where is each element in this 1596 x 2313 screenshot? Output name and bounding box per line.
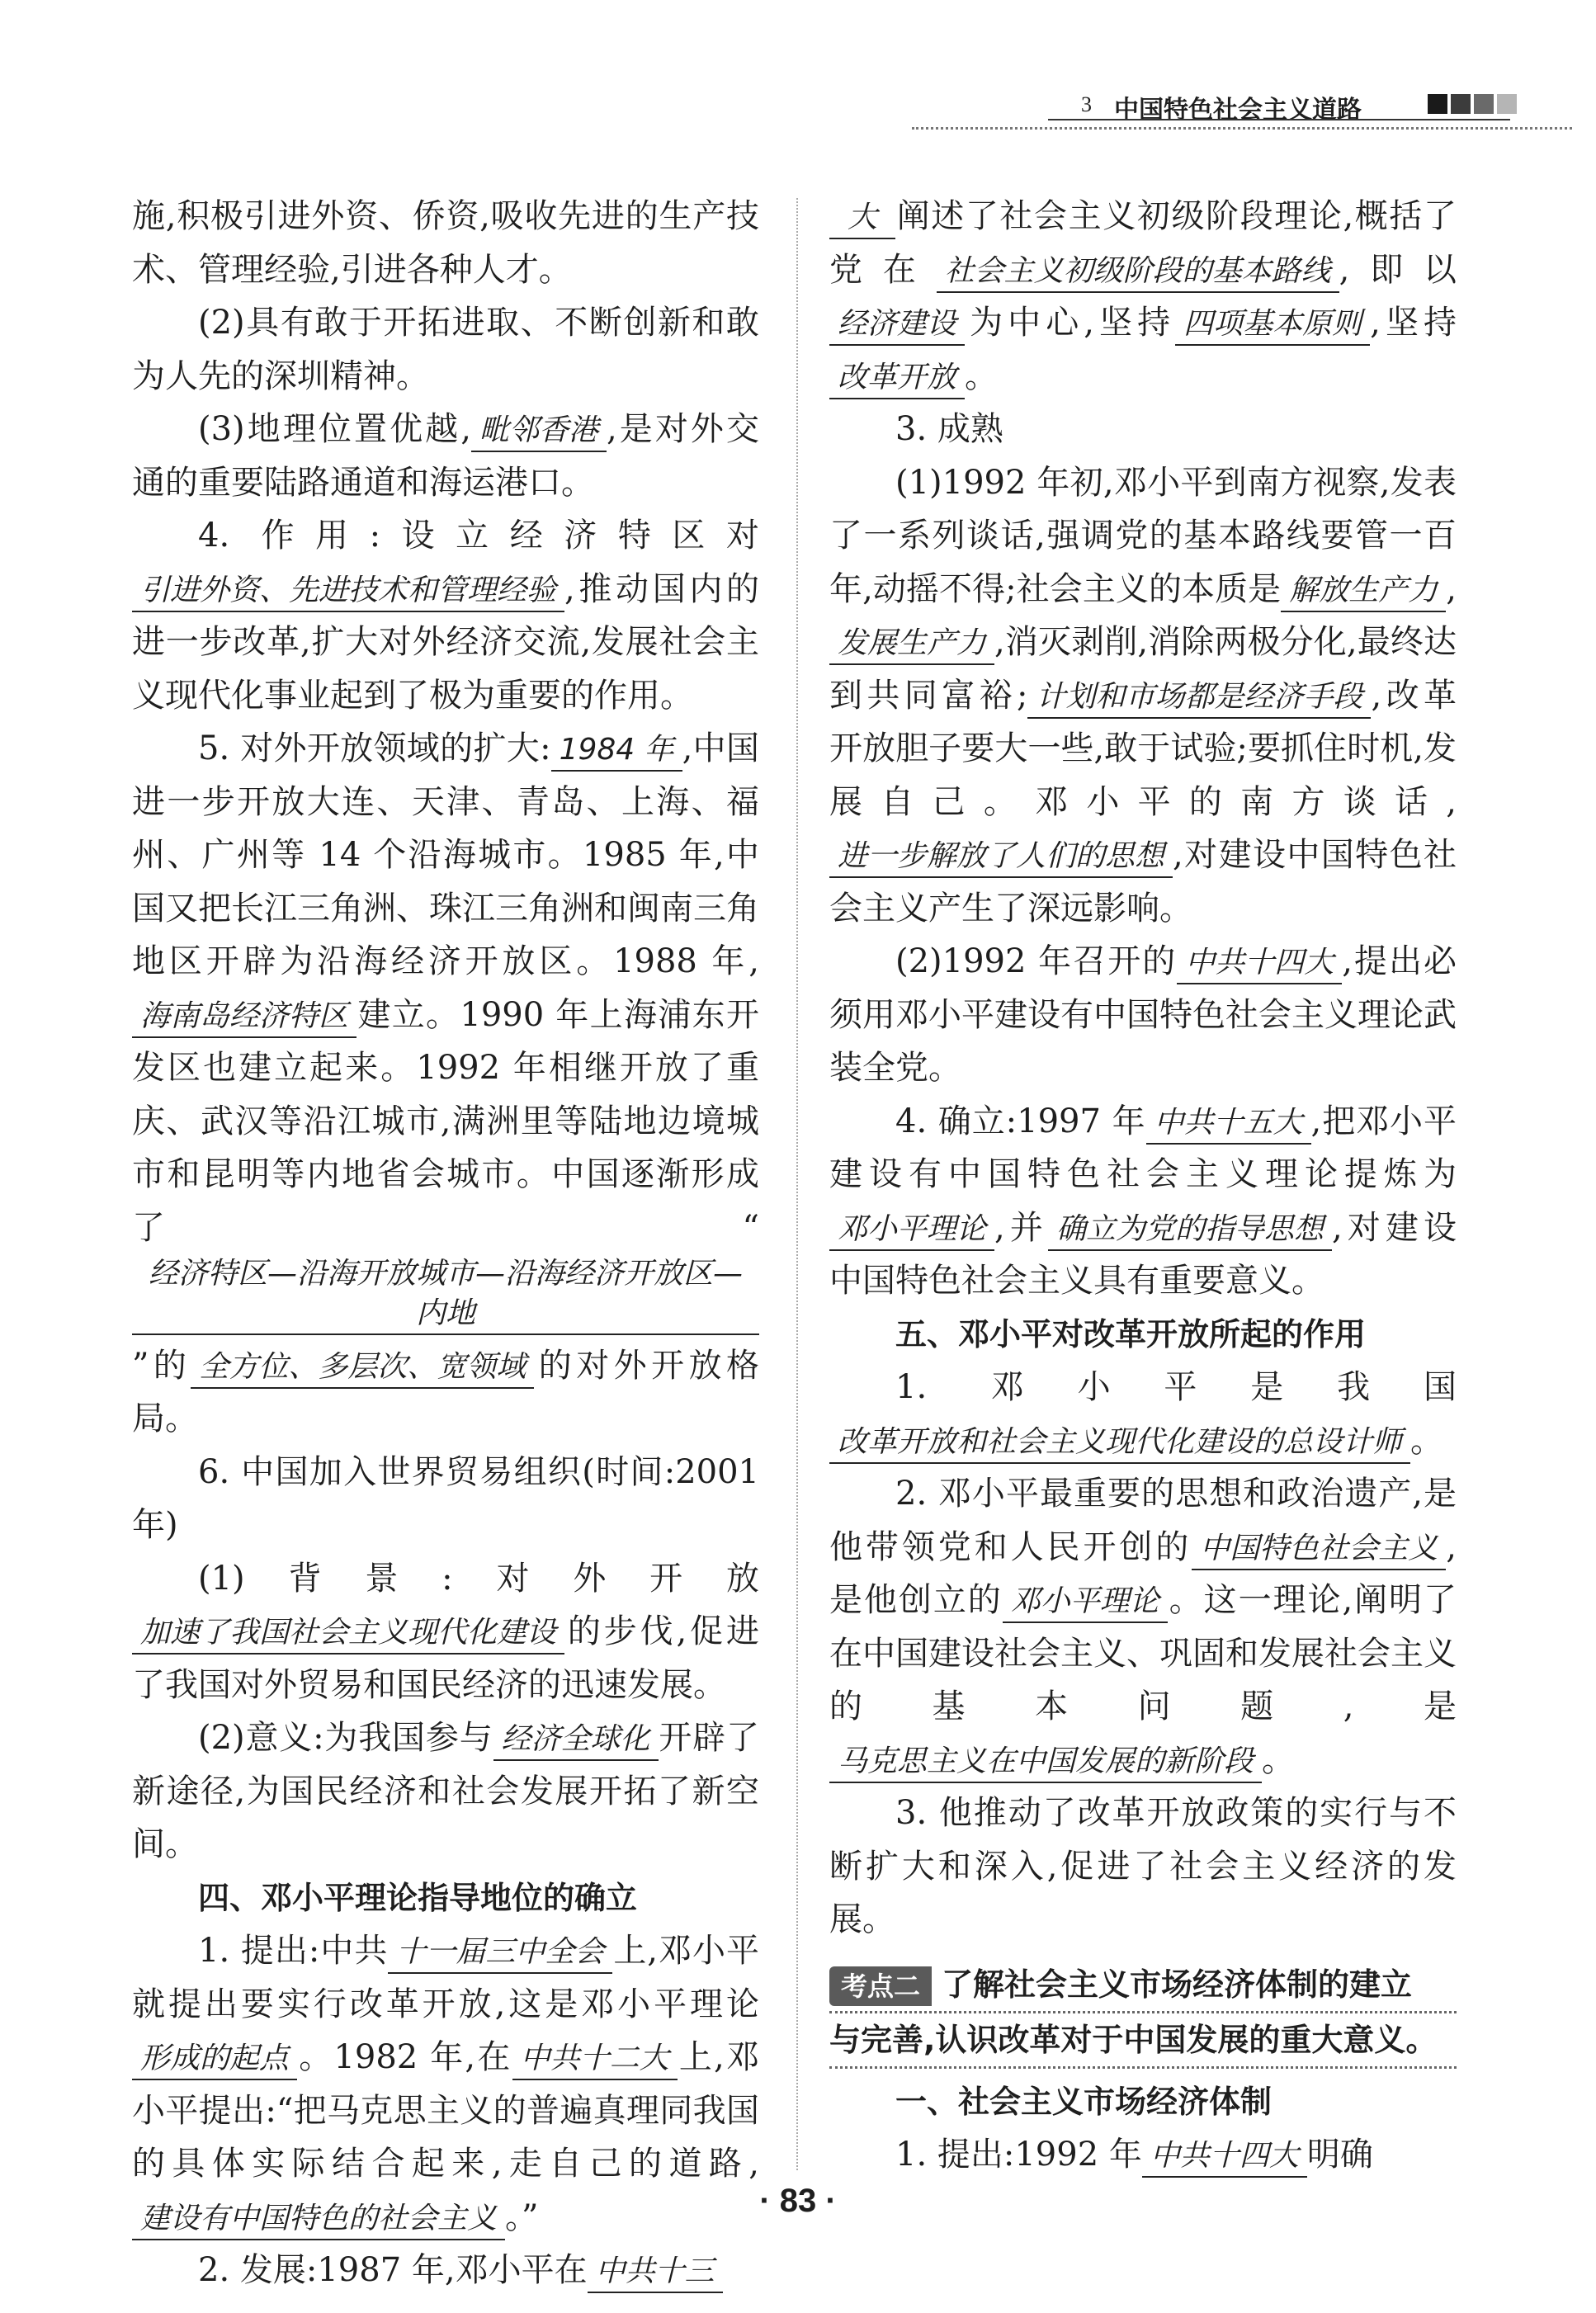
page-header xyxy=(1032,83,1543,125)
paragraph: (1)背景:对外开放加速了我国社会主义现代化建设 的步伐,促进了我国对外贸易和国民经济的迅速发展。 xyxy=(132,1559,759,1704)
paragraph: 4. 作用:设立经济特区对引进外资、先进技术和管理经验 ,推动国内的进一步改革,扩大对外经济交流,发展社会主义现代化事业起到了极为重要的作用。 xyxy=(132,517,759,715)
header-dotted-rule xyxy=(912,127,1572,130)
paragraph: 4. 确立:1997 年 中共十五大 ,把邓小平建设有中国特色社会主义理论提炼为邓小平理论 ,并 确立为党的指导思想 ,对建设中国特色社会主义具有重要意义。 xyxy=(829,1102,1457,1300)
fill-blank-answer: 改革开放和社会主义现代化建设的总设计师 xyxy=(829,1423,1410,1464)
fill-blank-answer: 全方位、多层次、宽领域 xyxy=(191,1348,534,1389)
fill-blank-answer: 建设有中国特色的社会主义 xyxy=(132,2199,505,2240)
exam-point-text: 了解社会主义市场经济体制的建立 xyxy=(942,1966,1413,2003)
fill-blank-answer: 解放生产力 xyxy=(1281,571,1446,612)
page-number: · 83 · xyxy=(759,2183,837,2219)
paragraph: (3)地理位置优越, 毗邻香港 ,是对外交通的重要陆路通道和海运港口。 xyxy=(132,410,760,502)
paragraph: 2. 邓小平最重要的思想和政治遗产,是他带领党和人民开创的 中国特色社会主义 ,是他创立的 邓小平理论 。这一理论,阐明了在中国建设社会主义、巩固和发展社会主义的基本问题,是马克思主义在中国发展的新阶段 。 xyxy=(829,1467,1457,1787)
paragraph: (1)1992 年初,邓小平到南方视察,发表了一系列谈话,强调党的基本路线要管一百年,动摇不得;社会主义的本质是 解放生产力 ,发展生产力 ,消灭剥削,消除两极分化,最终达到共同富裕; 计划和市场都是经济手段 ,改革开放胆子要大一些,敢于试验;要抓住时机,发展自己。邓小平的南方谈话,进一步解放了人们的思想 ,对建设中国特色社会主义产生了深远影响。 xyxy=(829,463,1457,928)
fill-blank-answer: 发展生产力 xyxy=(829,624,994,665)
section-heading: 五、邓小平对改革开放所起的作用 xyxy=(895,1315,1367,1352)
fill-blank-answer: 经济建设 xyxy=(829,304,965,346)
fill-blank-answer: 加速了我国社会主义现代化建设 xyxy=(132,1613,564,1655)
chapter-title: 中国特色社会主义道路 xyxy=(1114,96,1362,125)
section-heading: 四、邓小平理论指导地位的确立 xyxy=(198,1879,638,1916)
exam-point-box xyxy=(829,1958,1457,2069)
section-heading: 一、社会主义市场经济体制 xyxy=(895,2083,1273,2120)
fill-blank-answer: 1984 年 xyxy=(551,730,682,772)
fill-blank-answer: 中共十四大 xyxy=(1177,943,1342,984)
paragraph: (2)意义:为我国参与 经济全球化 开辟了新途径,为国民经济和社会发展开拓了新空间。 xyxy=(132,1719,760,1863)
paragraph: (2)1992 年召开的 中共十四大 ,提出必须用邓小平建设有中国特色社会主义理论武装全党。 xyxy=(829,942,1457,1087)
paragraph: 1. 邓小平是我国改革开放和社会主义现代化建设的总设计师 。 xyxy=(829,1361,1457,1467)
fill-blank-answer: 中共十二大 xyxy=(512,2039,678,2080)
exam-point-badge: 考点二 xyxy=(829,1966,932,2006)
paragraph: 3. 他推动了改革开放政策的实行与不断扩大和深入,促进了社会主义经济的发展。 xyxy=(829,1794,1457,1938)
paragraph: 1. 提出:中共 十一届三中全会 上,邓小平就提出要实行改革开放,这是邓小平理论形成的起点 。1982 年,在 中共十二大 上,邓小平提出:“把马克思主义的普遍真理同我国的具体实际结合起来,走自己的道路,建设有中国特色的社会主义 。” xyxy=(132,1924,759,2244)
header-square-4 xyxy=(1497,94,1517,114)
fill-blank-answer: 十一届三中全会 xyxy=(388,1933,612,1974)
fill-blank-answer: 确立为党的指导思想 xyxy=(1048,1210,1332,1251)
header-square-2 xyxy=(1451,94,1471,114)
fill-blank-answer: 中共十三 xyxy=(588,2252,723,2293)
left-column xyxy=(132,190,759,2297)
header-rule xyxy=(1048,119,1510,120)
fill-blank-answer: 四项基本原则 xyxy=(1175,304,1370,346)
paragraph: 1. 提出:1992 年 中共十四大 明确 xyxy=(829,2128,1457,2182)
fill-blank-answer: 大 xyxy=(829,198,895,239)
column-divider xyxy=(796,198,798,2170)
fill-blank-answer: 经济特区—沿海开放城市—沿海经济开放区—内地 xyxy=(132,1254,759,1335)
paragraph: 2. 发展:1987 年,邓小平在 中共十三 xyxy=(132,2244,759,2297)
fill-blank-answer: 改革开放 xyxy=(829,358,965,399)
fill-blank-answer: 计划和市场都是经济手段 xyxy=(1027,677,1371,719)
fill-blank-answer: 邓小平理论 xyxy=(1003,1582,1168,1623)
paragraph: (2)具有敢于开拓进取、不断创新和敢为人先的深圳精神。 xyxy=(132,304,759,395)
fill-blank-answer: 海南岛经济特区 xyxy=(132,997,357,1038)
paragraph: 5. 对外开放领域的扩大: 1984 年 ,中国进一步开放大连、天津、青岛、上海、福州、广州等 14 个沿海城市。1985 年,中国又把长江三角洲、珠江三角洲和闽南三角地区开辟为沿海经济开放区。1988 年,海南岛经济特区 建立。1990 年上海浦东开发区也建立起来。1992 年相继开放了重庆、武汉等沿江城市,满洲里等陆地边境城市和昆明等内地省会城市。中国逐渐形成了“经济特区—沿海开放城市—沿海经济开放区—内地”的 全方位、多层次、宽领域 的对外开放格局。 xyxy=(132,729,760,1437)
fill-blank-answer: 经济全球化 xyxy=(493,1720,659,1761)
paragraph: 施,积极引进外资、侨资,吸收先进的生产技术、管理经验,引进各种人才。 xyxy=(132,197,759,289)
fill-blank-answer: 马克思主义在中国发展的新阶段 xyxy=(829,1742,1262,1783)
fill-blank-answer: 邓小平理论 xyxy=(829,1210,994,1251)
right-column xyxy=(829,190,1457,2182)
fill-blank-answer: 毗邻香港 xyxy=(471,411,607,452)
fill-blank-answer: 中国特色社会主义 xyxy=(1192,1529,1446,1570)
exam-point-text: 与完善,认识改革对于中国发展的重大意义。 xyxy=(829,2013,1457,2069)
fill-blank-answer: 中共十五大 xyxy=(1146,1103,1311,1145)
fill-blank-answer: 进一步解放了人们的思想 xyxy=(829,837,1173,878)
header-square-1 xyxy=(1428,94,1447,114)
paragraph: 6. 中国加入世界贸易组织(时间:2001 年) xyxy=(132,1452,759,1544)
paragraph: 大 阐述了社会主义初级阶段理论,概括了党在 社会主义初级阶段的基本路线 ,即以经济建设 为中心,坚持 四项基本原则 ,坚持改革开放 。 xyxy=(829,190,1457,403)
paragraph: 3. 成熟 xyxy=(895,410,1003,448)
header-square-3 xyxy=(1474,94,1494,114)
fill-blank-answer: 引进外资、先进技术和管理经验 xyxy=(132,571,564,612)
fill-blank-answer: 形成的起点 xyxy=(132,2039,297,2080)
fill-blank-answer: 中共十四大 xyxy=(1142,2136,1307,2178)
chapter-number: 3 xyxy=(1081,92,1092,116)
fill-blank-answer: 社会主义初级阶段的基本路线 xyxy=(937,252,1339,293)
